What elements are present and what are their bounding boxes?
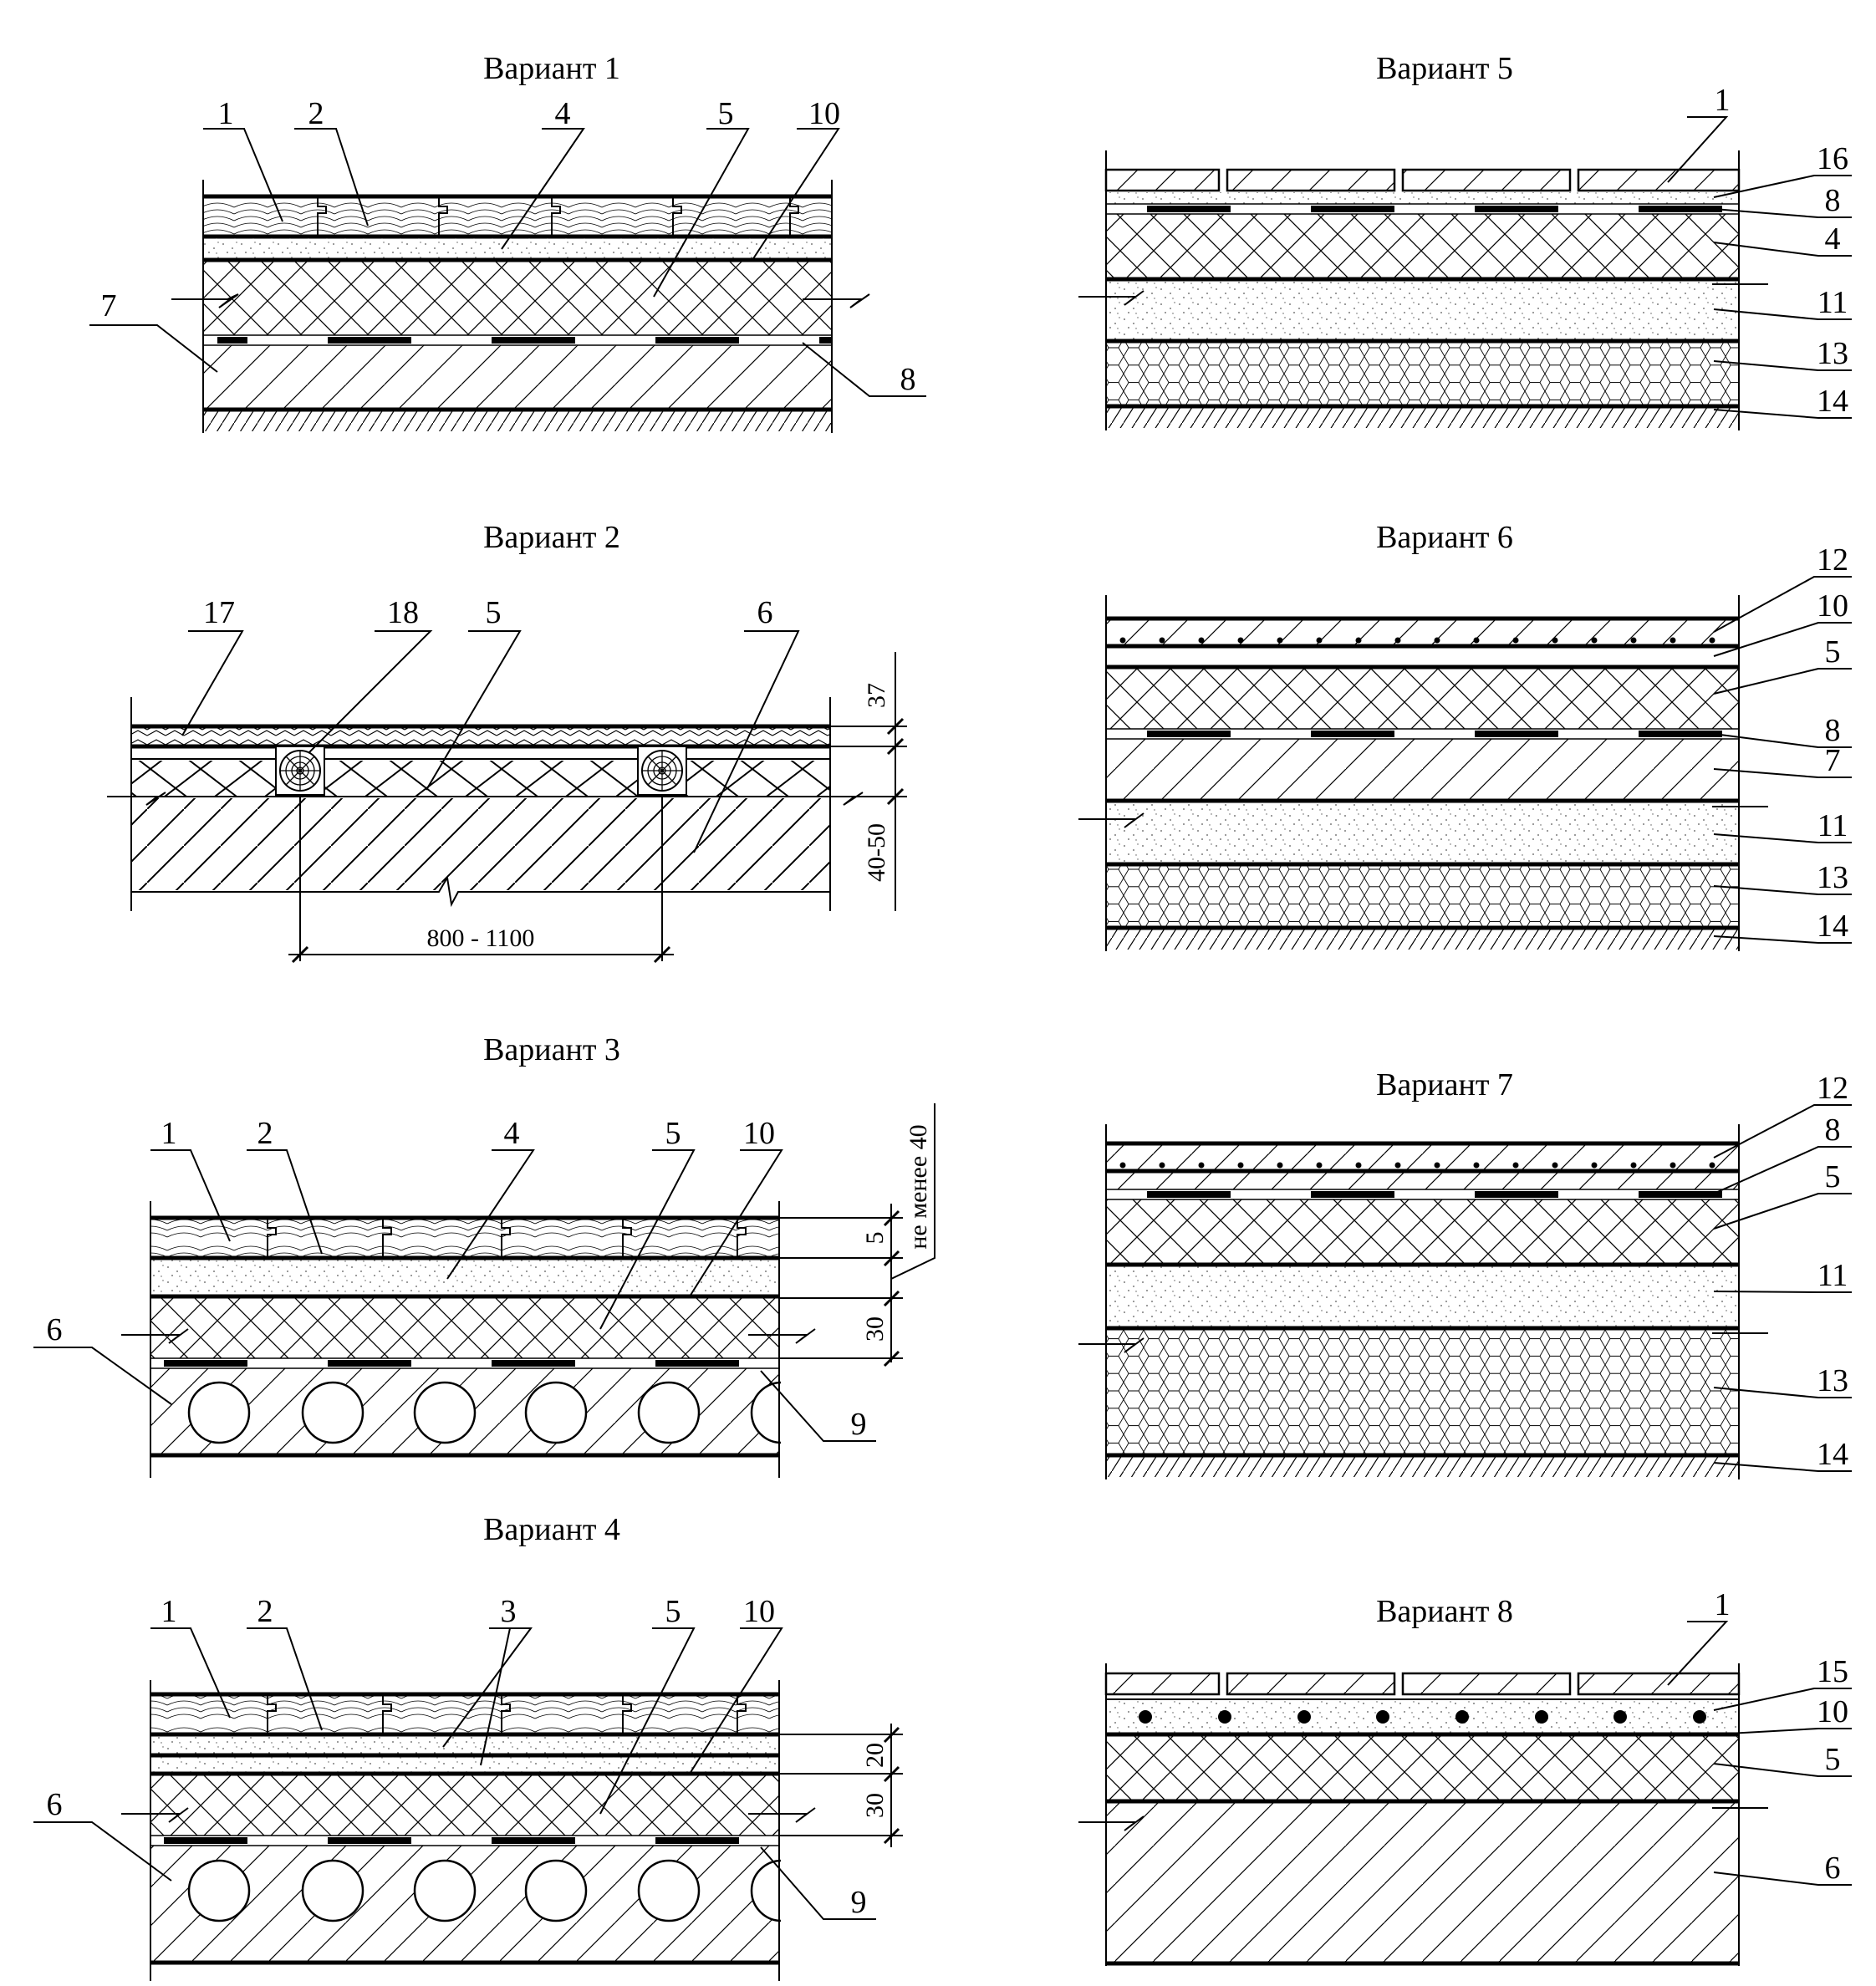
v1-label-5: 5: [717, 96, 734, 131]
v3-label-4: 4: [503, 1116, 520, 1151]
v4-fibreboard-upper: [150, 1736, 779, 1754]
variant-7-title: Вариант 7: [1376, 1067, 1513, 1102]
v1-concrete: [203, 345, 832, 409]
v6-gravel: [1106, 866, 1739, 926]
v2-label-18: 18: [387, 595, 419, 630]
v6-sand: [1106, 802, 1739, 863]
v5-tiles: [1106, 170, 1739, 191]
v5-sand: [1106, 281, 1739, 339]
variant-2-title: Вариант 2: [483, 520, 620, 555]
v4-label-9: 9: [850, 1885, 867, 1920]
v1-label-7: 7: [100, 288, 117, 323]
v2-dim-top: 37: [863, 683, 890, 708]
v1-label-4: 4: [554, 96, 571, 131]
v3-label-10: 10: [743, 1116, 775, 1151]
variant-5-title: Вариант 5: [1376, 51, 1513, 86]
v3-label-2: 2: [257, 1116, 273, 1151]
v4-dim-30: 30: [861, 1793, 889, 1818]
v7-gravel: [1106, 1330, 1739, 1454]
v1-label-2: 2: [308, 96, 324, 131]
v8-heated-screed: [1106, 1701, 1739, 1733]
v6-waterproofing: [1106, 731, 1739, 737]
v6-label-14: 14: [1817, 909, 1848, 944]
v5-label-1: 1: [1714, 83, 1731, 118]
variant-6-title: Вариант 6: [1376, 520, 1513, 555]
v4-dim-20: 20: [861, 1743, 889, 1768]
v7-waterproofing: [1106, 1191, 1739, 1198]
v6-label-13: 13: [1817, 860, 1848, 895]
v5-waterproofing: [1106, 206, 1739, 212]
v3-screed: [150, 1260, 779, 1295]
v3-dim-30: 30: [861, 1316, 889, 1342]
v8-insulation: [1106, 1736, 1739, 1800]
v2-dim-right: 40-50: [863, 823, 890, 882]
v6-insulation: [1106, 669, 1739, 729]
v1-floor-boards: [203, 196, 832, 237]
v2-insulation: [131, 761, 830, 797]
v1-label-10: 10: [808, 96, 840, 131]
variant-2: [107, 520, 907, 962]
v6-label-5: 5: [1824, 634, 1841, 670]
v2-slab: [131, 798, 830, 890]
v1-screed: [203, 238, 832, 260]
variant-1: [89, 51, 926, 433]
v2-parquet: [131, 726, 830, 746]
v4-insulation: [150, 1775, 779, 1836]
v6-label-8: 8: [1824, 713, 1841, 748]
variant-5: [1078, 51, 1852, 430]
variant-4: [33, 1512, 903, 1981]
variant-8: [1078, 1587, 1852, 1966]
v1-label-8: 8: [900, 362, 916, 397]
variant-7: [1078, 1067, 1852, 1479]
v2-joist-left: [276, 746, 324, 795]
variant-3: [33, 1032, 935, 1478]
v1-waterproofing: [217, 337, 832, 344]
v7-label-13: 13: [1817, 1363, 1848, 1398]
v6-concrete: [1106, 739, 1739, 799]
v7-label-5: 5: [1824, 1159, 1841, 1194]
v4-waterproofing: [150, 1837, 779, 1844]
variant-6: [1078, 520, 1852, 951]
v4-label-3: 3: [500, 1594, 517, 1629]
v4-label-5: 5: [665, 1594, 681, 1629]
v6-label-10: 10: [1817, 588, 1848, 624]
variant-8-title: Вариант 8: [1376, 1594, 1513, 1629]
v6-label-7: 7: [1824, 743, 1841, 778]
v7-ground: [1106, 1457, 1739, 1477]
v5-label-11: 11: [1817, 285, 1848, 320]
v5-label-14: 14: [1817, 384, 1848, 419]
v3-label-5: 5: [665, 1116, 681, 1151]
v3-label-1: 1: [161, 1116, 177, 1151]
v3-label-9: 9: [850, 1407, 867, 1442]
variant-4-title: Вариант 4: [483, 1512, 620, 1547]
v2-label-6: 6: [757, 595, 773, 630]
v8-tiles: [1106, 1673, 1739, 1694]
v8-label-5: 5: [1824, 1742, 1841, 1777]
v4-label-1: 1: [161, 1594, 177, 1629]
v2-label-5: 5: [485, 595, 502, 630]
v3-waterproofing: [150, 1360, 779, 1367]
v5-label-13: 13: [1817, 336, 1848, 371]
v5-ground: [1106, 408, 1739, 428]
variant-3-title: Вариант 3: [483, 1032, 620, 1067]
v2-label-17: 17: [203, 595, 235, 630]
v7-label-14: 14: [1817, 1437, 1848, 1472]
v5-insulation: [1106, 214, 1739, 278]
v8-slab: [1106, 1803, 1739, 1962]
v1-label-1: 1: [217, 96, 234, 131]
v5-label-16: 16: [1817, 141, 1848, 176]
v7-insulation: [1106, 1199, 1739, 1263]
v7-sand: [1106, 1266, 1739, 1327]
v4-floor-boards: [150, 1694, 779, 1734]
v3-label-6: 6: [46, 1312, 63, 1347]
v4-fibreboard-lower: [150, 1757, 779, 1773]
v2-joist-right: [638, 746, 686, 795]
v6-ground: [1106, 929, 1739, 950]
v4-label-2: 2: [257, 1594, 273, 1629]
v6-label-11: 11: [1817, 808, 1848, 843]
v7-label-11: 11: [1817, 1258, 1848, 1293]
v8-label-10: 10: [1817, 1694, 1848, 1729]
v3-dim-min: не менее 40: [905, 1124, 932, 1250]
v2-dim-span: 800 - 1100: [426, 924, 535, 952]
v4-label-6: 6: [46, 1787, 63, 1822]
v8-label-15: 15: [1817, 1654, 1848, 1689]
variant-1-title: Вариант 1: [483, 51, 620, 86]
v5-label-4: 4: [1824, 222, 1841, 257]
v1-ground: [203, 411, 832, 431]
v3-insulation: [150, 1298, 779, 1358]
v3-dim-5: 5: [861, 1231, 889, 1245]
v4-label-10: 10: [743, 1594, 775, 1629]
v8-label-1: 1: [1714, 1587, 1731, 1622]
v6-label-12: 12: [1817, 542, 1848, 578]
v5-label-8: 8: [1824, 183, 1841, 218]
v5-gravel: [1106, 343, 1739, 405]
v7-label-8: 8: [1824, 1113, 1841, 1148]
v1-insulation: [203, 262, 832, 335]
v7-label-12: 12: [1817, 1071, 1848, 1106]
v8-label-6: 6: [1824, 1851, 1841, 1886]
v5-adhesive: [1106, 192, 1739, 204]
